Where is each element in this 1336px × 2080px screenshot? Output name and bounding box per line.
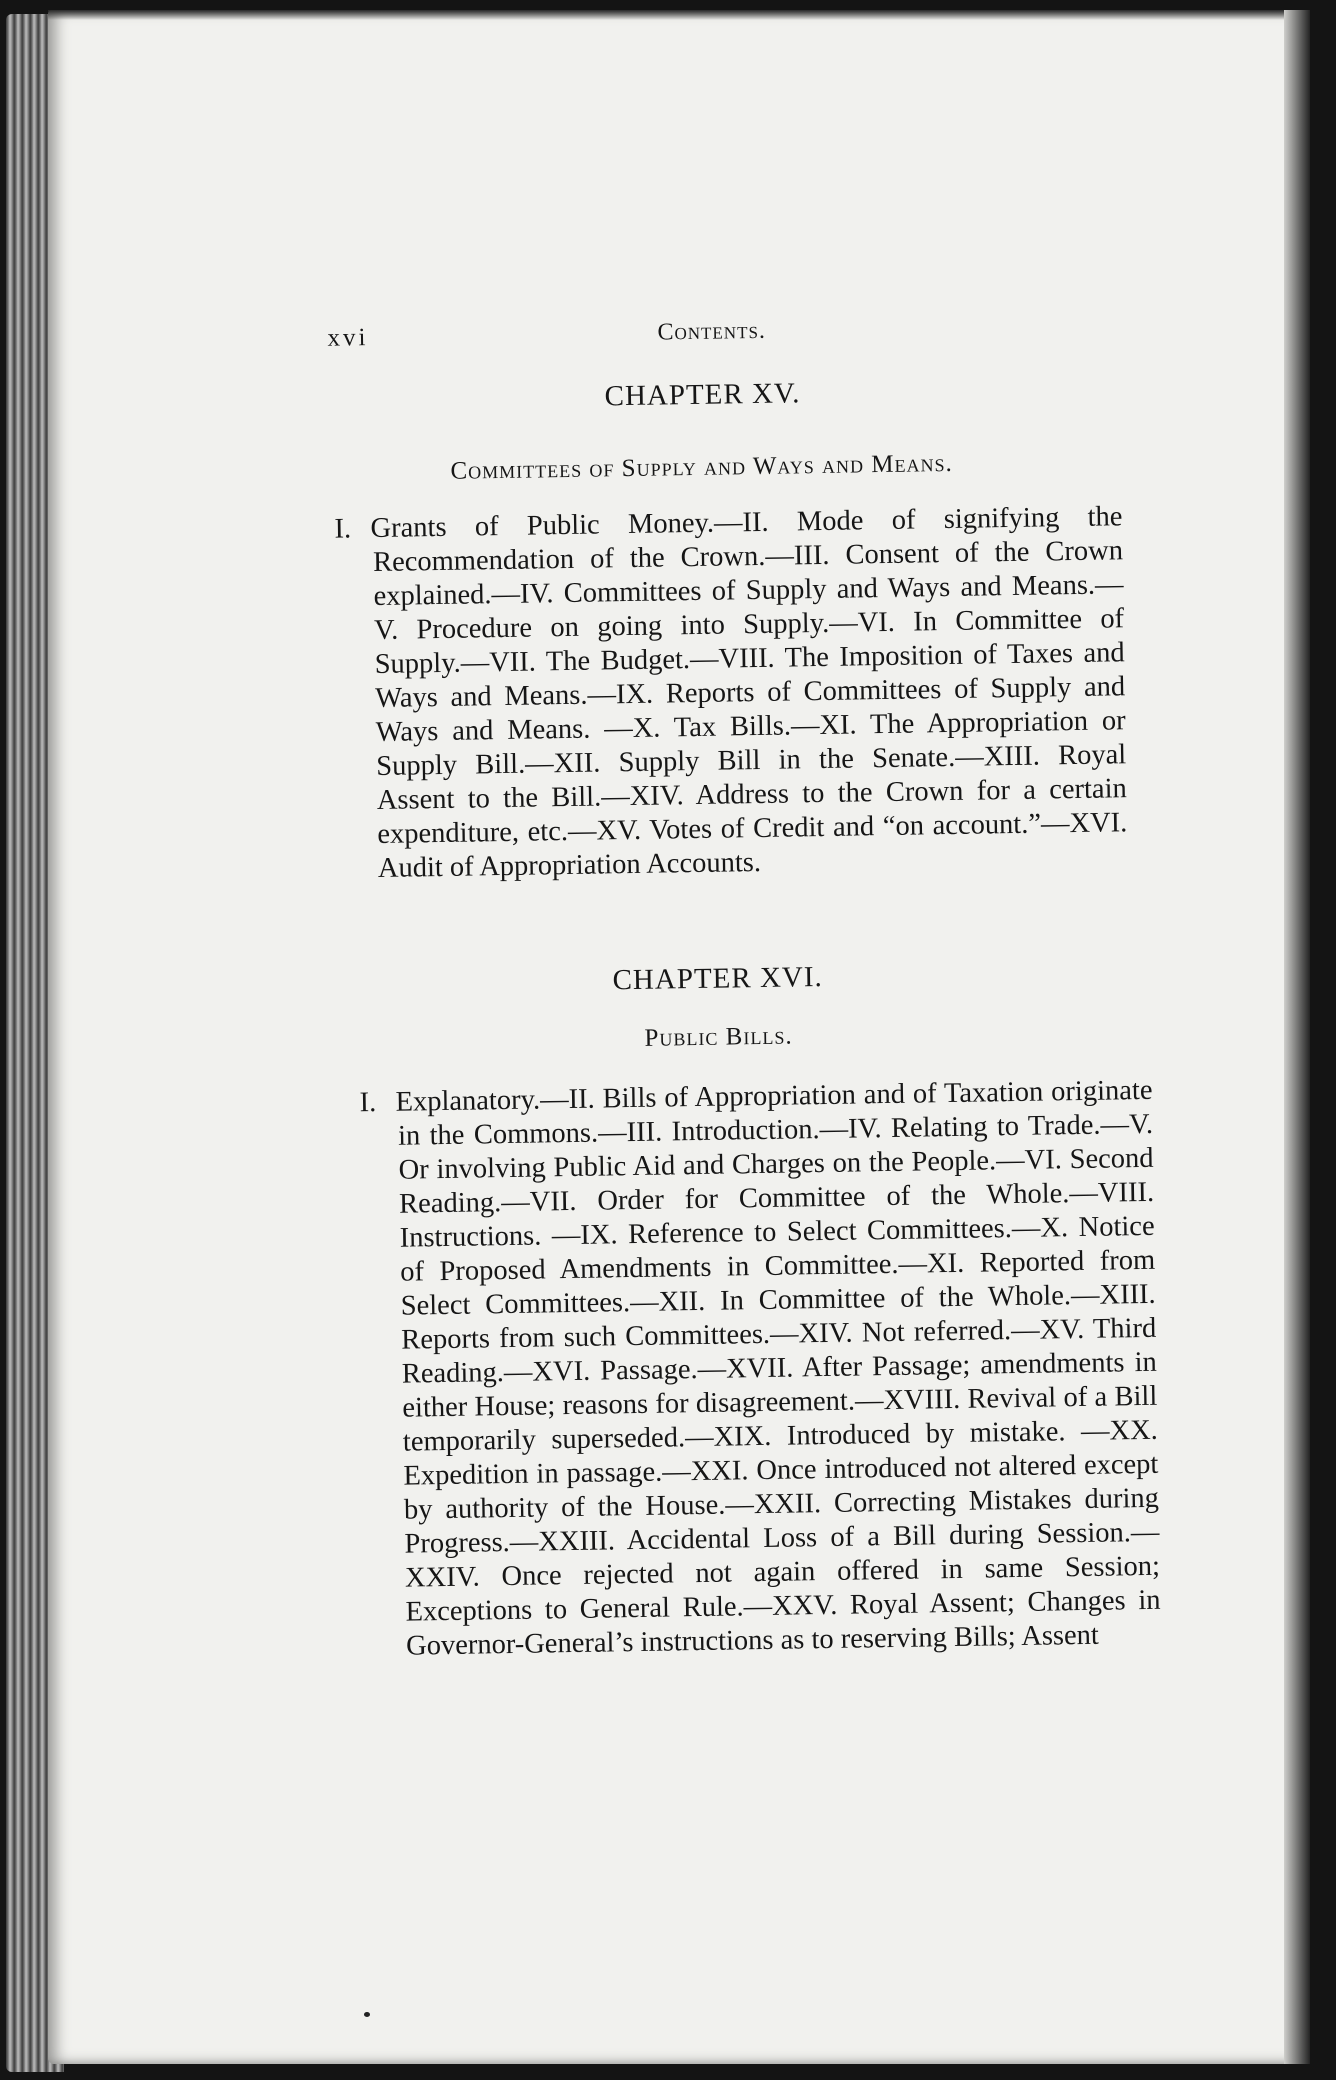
summary-text: Grants of Public Money.—II. Mode of signifying the Recommendation of the Crown.—III. Consent of the Crown explained.—IV. Committees of Supply and Ways and Means.—V. Procedure on going into Supply.—VI. In Committee of Supply.—VII. The Budget.—VIII. The Imposition of Taxes and Ways and Means.—IX. Reports of Committees of Supply and Ways and Means. —X. Tax Bills.—XI. The Appropriation or Supply Bill.—XII. Supply Bill in the Senate.—XIII. Royal Assent to the Bill.—XIV. Address to the Crown for a certain expenditure, etc.—XV. Votes of Credit and “on account.”—XVI. Audit of Appropriation Accounts. [370, 501, 1128, 884]
summary-text: Explanatory.—II. Bills of Appropriation and of Taxation originate in the Commons.—III. Introduction.—IV. Relating to Trade.—V. Or involving Public Aid and Charges on the People.—VI. Second Reading.—VII. Order for Committee of the Whole.—VIII. Instructions. —IX. Reference to Select Committees.—X. Notice of Proposed Amendments in Committee.—XI. Reported from Select Committees.—XII. In Committee of the Whole.—XIII. Reports from such Committees.—XIV. Not referred.—XV. Third Reading.—XVI. Passage.—XVII. After Passage; amendments in either House; reasons for disagreement.—XVIII. Revival of a Bill temporarily superseded.—XIX. Introduced by mistake. —XX. Expedition in passage.—XXI. Once introduced not altered except by authority of the House.—XXII. Correcting Mistakes during Progress.—XXIII. Accidental Loss of a Bill during Session.—XXIV. Once rejected not again offered in same Session; Exceptions to General Rule.—XXV. Royal Assent; Changes in Governor-General’s instructions as to reserving Bills; Assent [395, 1074, 1161, 1662]
chapter-subtitle: Public Bills. [644, 1022, 793, 1052]
chapter-heading: CHAPTER XV. [604, 377, 801, 413]
running-head [327, 312, 1148, 365]
page-number: xvi [327, 324, 369, 352]
chapter-summary [359, 1074, 1161, 1664]
ink-speck [364, 2012, 370, 2017]
chapter-heading: CHAPTER XVI. [612, 961, 823, 997]
section-number: I. [334, 513, 352, 545]
running-title: Contents. [657, 317, 767, 346]
section-number: I. [359, 1087, 377, 1119]
chapter-subtitle: Committees of Supply and Ways and Means. [450, 449, 953, 485]
chapter-summary [334, 500, 1128, 886]
